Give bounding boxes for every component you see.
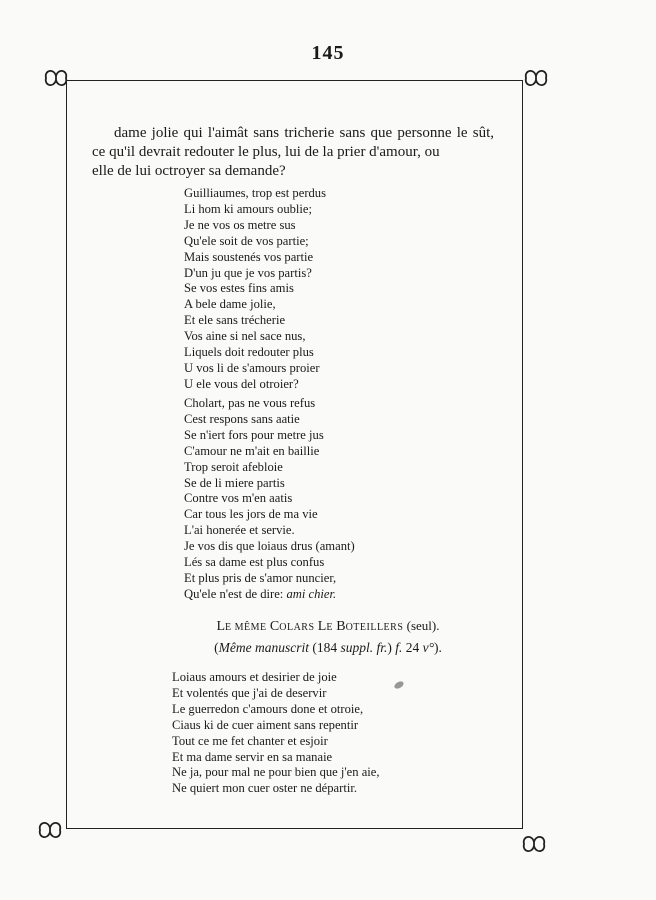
heading-smallcaps: E MÊME — [225, 622, 267, 633]
verse-line: Et plus pris de s'amor nuncier, — [184, 570, 337, 585]
source-part: 24 — [405, 640, 420, 655]
verse-italic: ami chier. — [286, 586, 337, 601]
verse-line: Ne quiert mon cuer oster ne départir. — [172, 781, 357, 796]
heading-initial: L — [216, 619, 226, 634]
verse-line: Je vos dis que loiaus drus (amant) — [184, 539, 355, 554]
verse-text: Qu'ele n'est de dire: — [184, 586, 284, 601]
verse-line: L'ai honerée et servie. — [184, 523, 295, 538]
verse-line: Trop seroit afebloie — [184, 459, 283, 474]
verse-line: Mais soustenés vos partie — [184, 249, 314, 264]
source-part: ) — [387, 640, 392, 655]
verse-line: Je ne vos os metre sus — [184, 217, 296, 232]
heading-smallcaps: OTEILLERS — [345, 622, 404, 633]
heading-initial: B — [336, 619, 346, 634]
heading-initial: C — [269, 619, 280, 634]
verse-line: Cest respons sans aatie — [184, 411, 300, 426]
verse-line: Qu'ele soit de vos partie; — [184, 233, 309, 248]
verse-line: C'amour ne m'ait en baillie — [184, 443, 320, 458]
prose-paragraph — [84, 124, 494, 181]
corner-ornament-icon-bottom-right — [520, 832, 548, 856]
prose-line: elle de lui octroyer sa demande? — [92, 163, 286, 179]
verse-line: Contre vos m'en aatis — [184, 491, 293, 506]
prose-line: ce qu'il devrait redouter le plus, lui de la prier d'amour, ou — [92, 144, 440, 160]
verse-line: U vos li de s'amours proier — [184, 360, 320, 375]
verse-line: Tout ce me fet chanter et esjoir — [172, 733, 328, 748]
verse-line: Et ma dame servir en sa manaie — [172, 749, 333, 764]
source-part: Même manuscrit — [218, 640, 309, 655]
verse-line: Vos aine si nel sace nus, — [184, 329, 306, 344]
verse-line: U ele vous del otroier? — [184, 376, 299, 391]
heading-smallcaps: E — [326, 622, 333, 633]
verse-line: Et volentés que j'ai de deservir — [172, 685, 327, 700]
verse-line: Car tous les jors de ma vie — [184, 507, 318, 522]
source-part: (184 — [312, 640, 338, 655]
verse-line: Li hom ki amours oublie; — [184, 201, 313, 216]
verse-line: Lés sa dame est plus confus — [184, 555, 325, 570]
corner-ornament-icon-top-left — [42, 66, 70, 90]
source-part: ( — [214, 640, 219, 655]
verse-stanza-3 — [172, 670, 472, 797]
verse-line: Et ele sans trécherie — [184, 313, 286, 328]
verse-line: Ne ja, pour mal ne pour bien que j'en aie, — [172, 765, 380, 780]
manuscript-source — [0, 640, 656, 656]
corner-ornament-icon-bottom-left — [36, 818, 64, 842]
verse-stanza-1 — [184, 186, 484, 393]
section-heading — [0, 618, 656, 635]
source-part: ). — [434, 640, 442, 655]
verse-line: D'un ju que je vos partis? — [184, 265, 312, 280]
source-part: f. — [395, 640, 403, 655]
verse-line: Le guerredon c'amours done et otroie, — [172, 701, 364, 716]
page-number: 145 — [311, 42, 345, 64]
source-part: suppl. fr. — [340, 640, 388, 655]
heading-smallcaps: OLARS — [279, 622, 315, 633]
verse-line: Liquels doit redouter plus — [184, 345, 314, 360]
verse-line: Ciaus ki de cuer aiment sans repentir — [172, 717, 359, 732]
verse-line: Cholart, pas ne vous refus — [184, 396, 316, 410]
verse-line: Se vos estes fins amis — [184, 281, 294, 296]
verse-line: Guilliaumes, trop est perdus — [184, 186, 327, 200]
verse-line: A bele dame jolie, — [184, 297, 276, 312]
verse-line-last — [184, 587, 484, 603]
heading-tail: (seul). — [406, 618, 440, 633]
source-part: v° — [422, 640, 435, 655]
verse-stanza-2 — [184, 396, 484, 603]
verse-line: Se n'iert fors pour metre jus — [184, 427, 324, 442]
verse-line: Loiaus amours et desirier de joie — [172, 670, 337, 684]
prose-line: dame jolie qui l'aimât sans tricherie sans que personne le sût, — [114, 125, 494, 141]
verse-line: Se de li miere partis — [184, 475, 285, 490]
corner-ornament-icon-top-right — [522, 66, 550, 90]
heading-initial: L — [317, 619, 327, 634]
